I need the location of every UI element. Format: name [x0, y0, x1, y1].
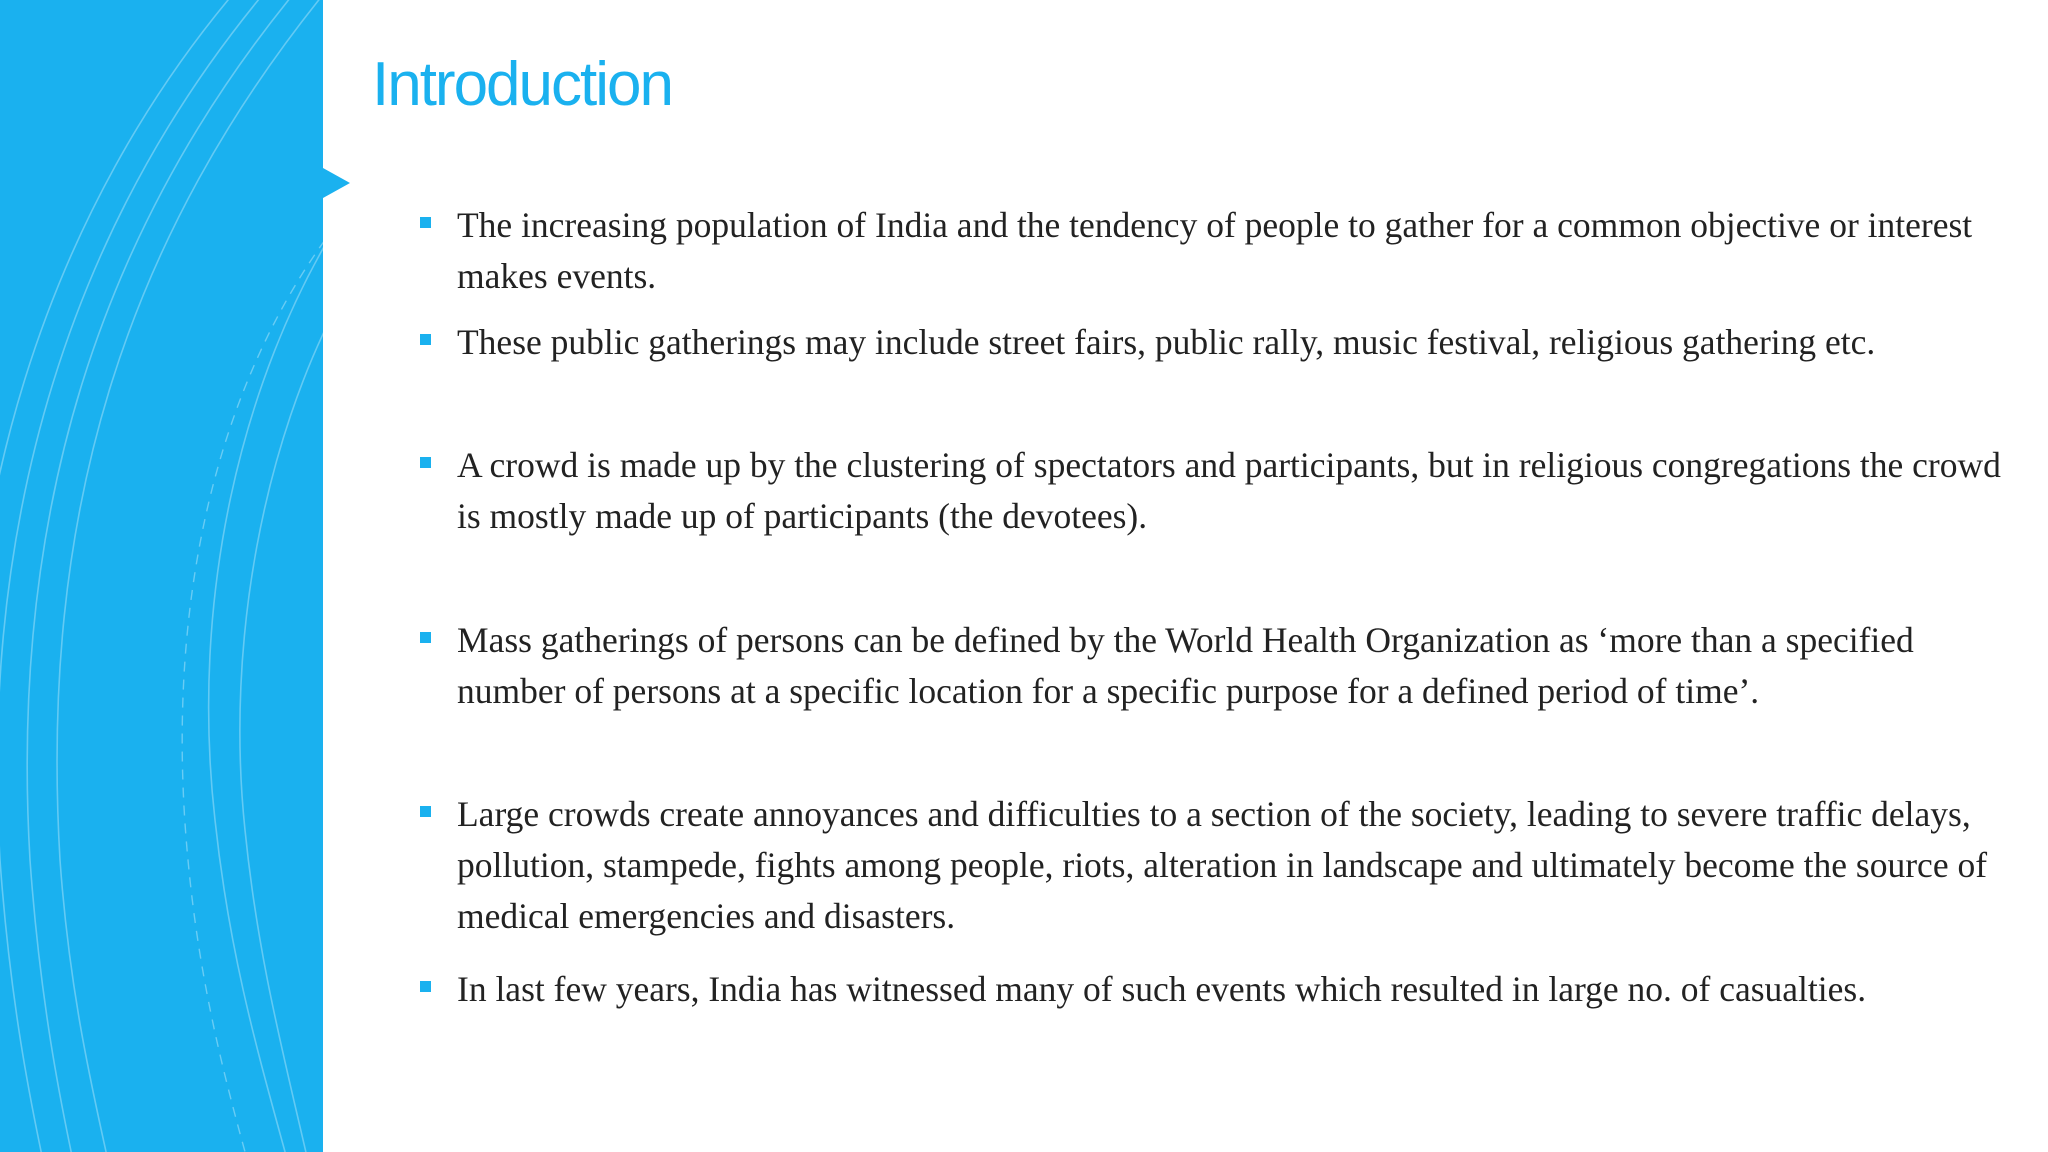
slide-title: Introduction: [372, 50, 672, 119]
square-bullet-icon: [420, 981, 431, 992]
bullet-text: Large crowds create annoyances and difficulties to a section of the society, leading to severe traffic delays, pollution, stampede, fights among people, riots, alteration in landscape and ultimately become the source of medical emergencies and disasters.: [457, 794, 1988, 936]
decorative-side-band: [0, 0, 323, 1152]
square-bullet-icon: [420, 806, 431, 817]
slide-notch-arrow: [323, 168, 350, 198]
bullet-text: These public gatherings may include street fairs, public rally, music festival, religious gathering etc.: [457, 322, 1876, 362]
square-bullet-icon: [420, 632, 431, 643]
square-bullet-icon: [420, 217, 431, 228]
bullet-text: The increasing population of India and the tendency of people to gather for a common objective or interest makes events.: [457, 205, 1973, 296]
bullet-text: A crowd is made up by the clustering of spectators and participants, but in religious congregations the crowd is mostly made up of participants (the devotees).: [457, 445, 2001, 536]
square-bullet-icon: [420, 334, 431, 345]
bullet-text: In last few years, India has witnessed many of such events which resulted in large no. of casualties.: [457, 969, 1867, 1009]
square-bullet-icon: [420, 457, 431, 468]
decorative-arcs-graphic: [0, 0, 323, 1152]
bullet-text: Mass gatherings of persons can be defined by the World Health Organization as ‘more than a specified number of persons at a specific location for a specific purpose for a defined period of time’.: [457, 620, 1914, 711]
